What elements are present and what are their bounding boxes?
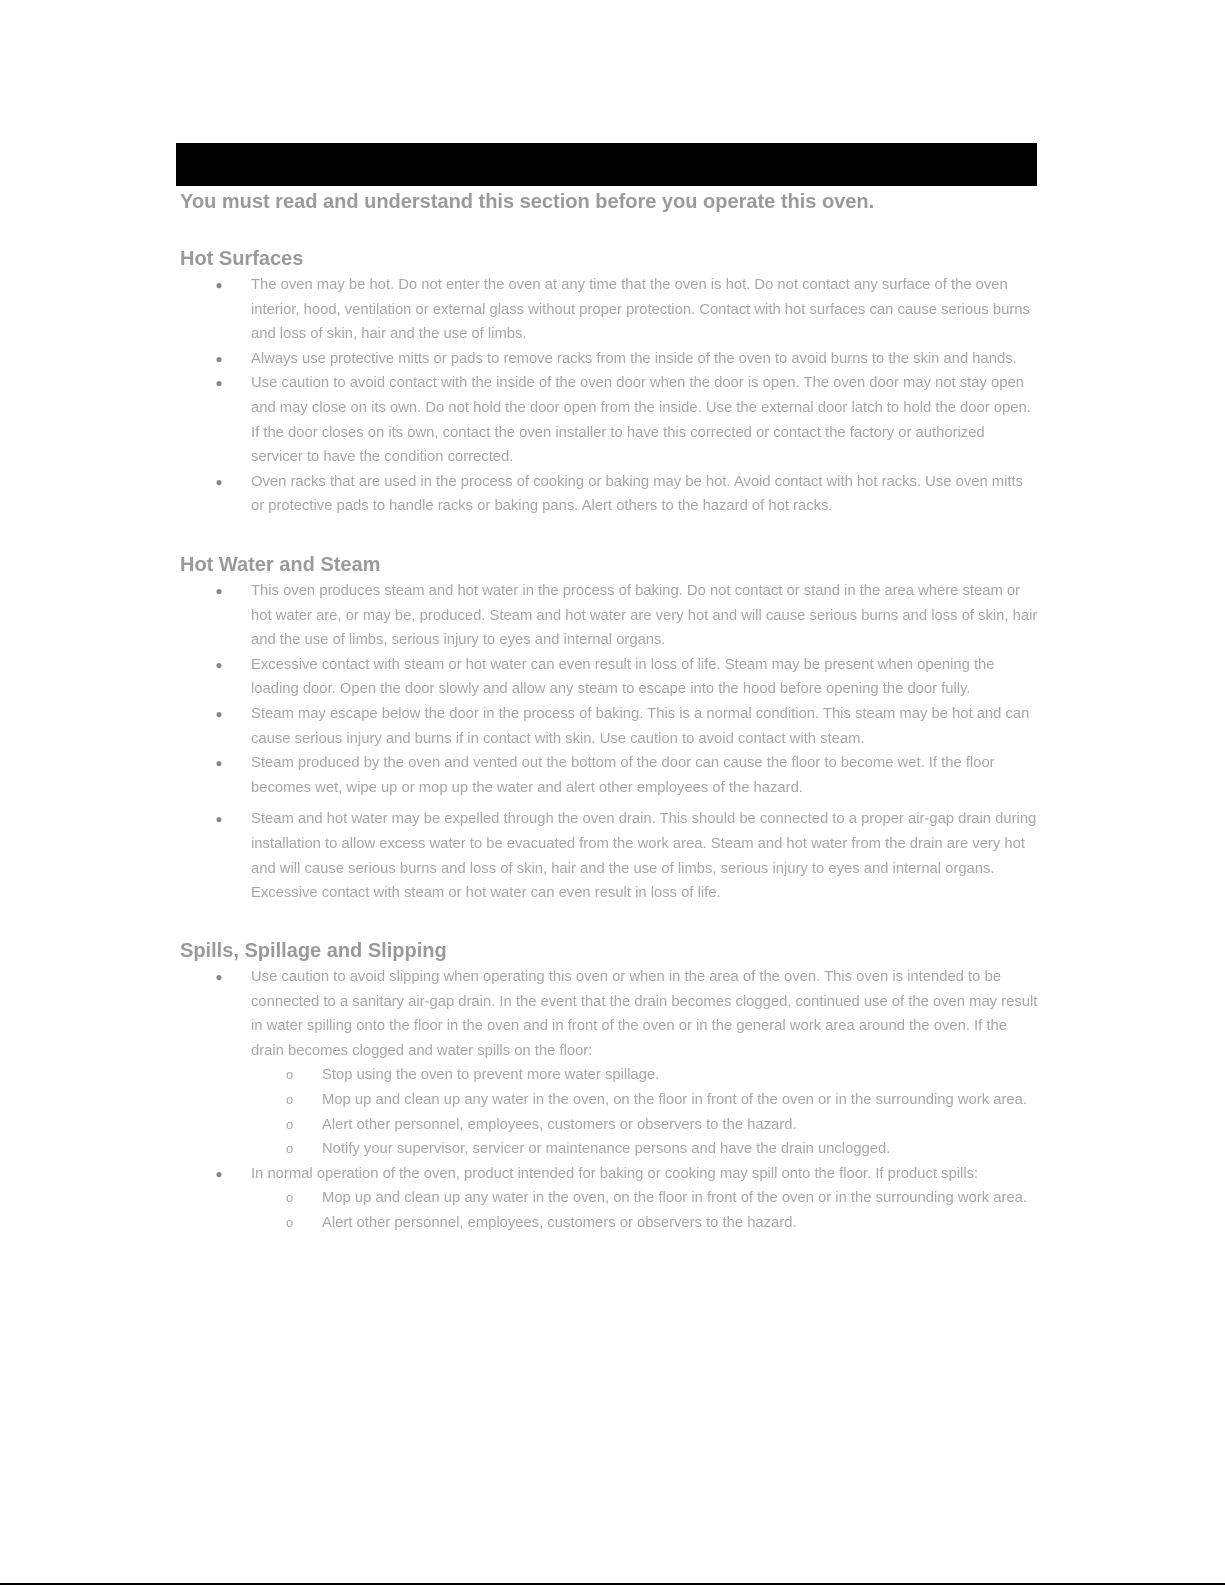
sub-list-item: o Alert other personnel, employees, customers or observers to the hazard. [251, 1113, 1040, 1138]
section-heading: Hot Surfaces [180, 248, 304, 270]
section-hot-water-steam [180, 552, 1040, 906]
bullet-icon: ● [215, 474, 223, 489]
list-item: ● Always use protective mitts or pads to remove racks from the inside of the oven to avoid burns to the skin and hands. [180, 347, 1040, 372]
section-heading: Spills, Spillage and Slipping [180, 940, 447, 962]
list-item: ● The oven may be hot. Do not enter the oven at any time that the oven is hot. Do not contact any surface of the oven interior, hood, ventilation or external glass without proper protection. Contact with hot surfaces can cause serious burns and loss of skin, hair and the use of limbs. [180, 273, 1040, 347]
circle-bullet-icon: o [286, 1067, 294, 1083]
section-heading: Hot Water and Steam [180, 554, 381, 576]
circle-bullet-icon: o [286, 1214, 294, 1230]
section-hot-surfaces [180, 246, 1040, 519]
bullet-icon: ● [215, 812, 223, 827]
bullet-icon: ● [215, 756, 223, 771]
list-item: ● Steam and hot water may be expelled through the oven drain. This should be connected to a proper air-gap drain during installation to allow excess water to be evacuated from the work area. Steam and hot water from the drain are very hot and will cause serious burns and loss of skin, hair and the use of limbs, serious injury to eyes and internal organs. Excessive contact with steam or hot water can even result in loss of life. [180, 807, 1040, 905]
bullet-icon: ● [215, 1166, 223, 1181]
section-spills-slipping [180, 938, 1040, 1236]
sub-list-item: o Mop up and clean up any water in the oven, on the floor in front of the oven or in the surrounding work area. [251, 1088, 1040, 1113]
redacted-title-bar [176, 143, 1037, 186]
circle-bullet-icon: o [286, 1190, 294, 1206]
circle-bullet-icon: o [286, 1116, 294, 1132]
sub-list-item: o Stop using the oven to prevent more water spillage. [251, 1063, 1040, 1088]
list-item: ● Use caution to avoid contact with the inside of the oven door when the door is open. The oven door may not stay open and may close on its own. Do not hold the door open from the inside. Use the external door latch to hold the door open. If the door closes on its own, contact the oven installer to have this corrected or contact the factory or authorized servicer to have the condition corrected. [180, 371, 1040, 469]
sub-list-item: o Mop up and clean up any water in the oven, on the floor in front of the oven or in the surrounding work area. [251, 1186, 1040, 1211]
intro-warning: You must read and understand this section before you operate this oven. [180, 191, 875, 213]
list-item: ● Steam may escape below the door in the process of baking. This is a normal condition. This steam may be hot and can cause serious injury and burns if in contact with skin. Use caution to avoid contact with steam. [180, 702, 1040, 751]
list-item: ● This oven produces steam and hot water in the process of baking. Do not contact or stand in the area where steam or hot water are, or may be, produced. Steam and hot water are very hot and will cause serious burns and loss of skin, hair and the use of limbs, serious injury to eyes and internal organs. [180, 579, 1040, 653]
circle-bullet-icon: o [286, 1141, 294, 1157]
list-item: ● Steam produced by the oven and vented out the bottom of the door can cause the floor to become wet. If the floor becomes wet, wipe up or mop up the water and alert other employees of the hazard. [180, 751, 1040, 800]
list-item: ● Excessive contact with steam or hot water can even result in loss of life. Steam may be present when opening the loading door. Open the door slowly and allow any steam to escape into the hood before opening the door fully. [180, 653, 1040, 702]
circle-bullet-icon: o [286, 1091, 294, 1107]
bullet-icon: ● [215, 351, 223, 366]
list-item: ● Use caution to avoid slipping when operating this oven or when in the area of the oven. This oven is intended to be connected to a sanitary air-gap drain. In the event that the drain becomes clogged, continued use of the oven may result in water spilling onto the floor in the oven and in front of the oven or in the general work area around the oven. If the drain becomes clogged and water spills on the floor: o Stop using the oven to prevent more water spillage. o Mop up and clean up any water in the oven, on the floor in front of the oven or in the surrounding work area. o Alert other personnel, employees, customers or observers to the hazard. o Notify your supervisor, servicer or maintenance persons and have the drain unclogged. [180, 965, 1040, 1162]
bullet-icon: ● [215, 584, 223, 598]
list-item: ● Oven racks that are used in the process of cooking or baking may be hot. Avoid contact with hot racks. Use oven mitts or protective pads to handle racks or baking pans. Alert others to the hazard of hot racks. [180, 470, 1040, 519]
sub-list-item: o Notify your supervisor, servicer or maintenance persons and have the drain unclogged. [251, 1137, 1040, 1162]
bullet-icon: ● [215, 970, 223, 984]
bullet-icon: ● [215, 278, 223, 292]
bullet-icon: ● [215, 706, 223, 721]
bullet-icon: ● [215, 657, 223, 672]
list-item: ● In normal operation of the oven, product intended for baking or cooking may spill onto the floor. If product spills: o Mop up and clean up any water in the oven, on the floor in front of the oven or in the surrounding work area. o Alert other personnel, employees, customers or observers to the hazard. [180, 1162, 1040, 1236]
bullet-icon: ● [215, 376, 223, 391]
sub-list-item: o Alert other personnel, employees, customers or observers to the hazard. [251, 1211, 1040, 1236]
